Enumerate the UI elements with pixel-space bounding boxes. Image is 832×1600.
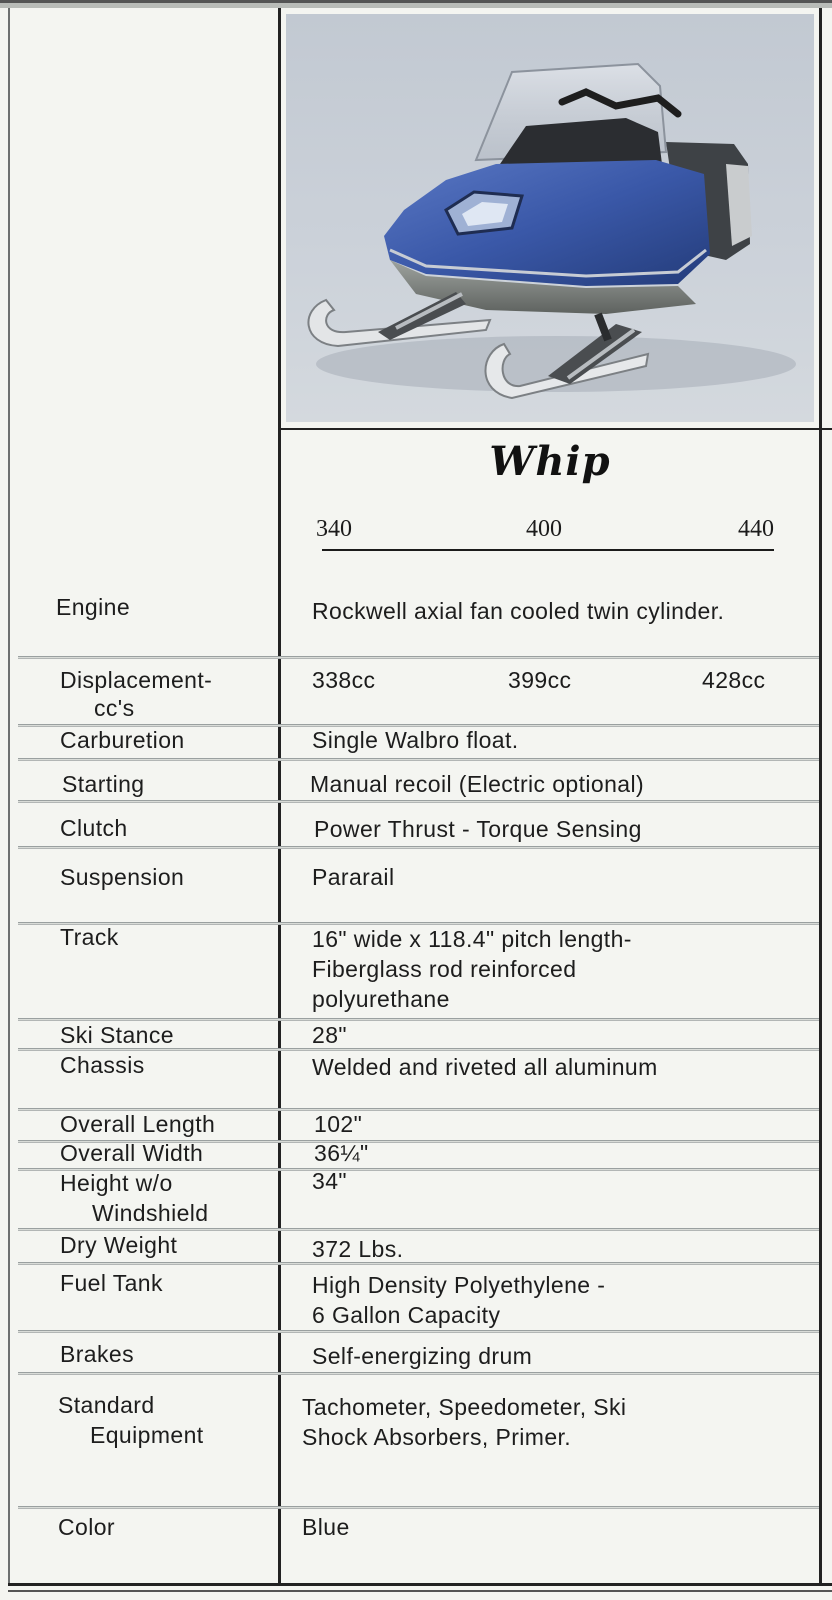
starting-value: Manual recoil (Electric optional) bbox=[310, 771, 645, 797]
fuel-tank-value-line2: 6 Gallon Capacity bbox=[312, 1302, 501, 1328]
model-underline bbox=[322, 549, 774, 551]
standard-equipment-label bbox=[58, 1390, 204, 1450]
model-variant-340: 340 bbox=[316, 516, 352, 542]
displacement-440: 428cc bbox=[702, 667, 766, 693]
bottom-rule-secondary bbox=[8, 1590, 832, 1592]
color-label: Color bbox=[58, 1514, 115, 1540]
brakes-label: Brakes bbox=[60, 1341, 134, 1367]
chassis-value: Welded and riveted all aluminum bbox=[312, 1054, 658, 1080]
row-rule bbox=[18, 1330, 819, 1333]
snowmobile-illustration bbox=[286, 14, 814, 422]
carburetion-value: Single Walbro float. bbox=[312, 727, 519, 753]
clutch-label: Clutch bbox=[60, 815, 128, 841]
dry-weight-value: 372 Lbs. bbox=[312, 1236, 404, 1262]
height-label-line2: Windshield bbox=[92, 1200, 209, 1226]
starting-label: Starting bbox=[62, 771, 145, 797]
displacement-400: 399cc bbox=[508, 667, 572, 693]
engine-label: Engine bbox=[56, 594, 131, 620]
track-label: Track bbox=[60, 924, 119, 950]
overall-length-value: 102" bbox=[314, 1111, 363, 1137]
overall-width-label: Overall Width bbox=[60, 1140, 204, 1166]
standard-equipment-label-line1: Standard bbox=[58, 1392, 155, 1418]
model-variant-400: 400 bbox=[526, 516, 562, 542]
engine-value: Rockwell axial fan cooled twin cylinder. bbox=[312, 598, 725, 624]
brakes-value: Self-energizing drum bbox=[312, 1343, 533, 1369]
displacement-label-line1: Displacement- bbox=[60, 667, 213, 693]
standard-equipment-value-line1: Tachometer, Speedometer, Ski bbox=[302, 1394, 627, 1420]
displacement-340: 338cc bbox=[312, 667, 376, 693]
row-rule bbox=[18, 758, 819, 761]
left-border bbox=[8, 8, 10, 1583]
height-label bbox=[60, 1168, 209, 1228]
standard-equipment-value-line2: Shock Absorbers, Primer. bbox=[302, 1424, 572, 1450]
row-rule bbox=[18, 800, 819, 803]
height-value: 34" bbox=[312, 1168, 347, 1194]
standard-equipment-label-line2: Equipment bbox=[90, 1422, 204, 1448]
displacement-label-line2: cc's bbox=[94, 695, 135, 721]
overall-width-value: 36¼" bbox=[314, 1140, 369, 1166]
height-label-line1: Height w/o bbox=[60, 1170, 173, 1196]
column-divider bbox=[278, 8, 281, 1583]
clutch-value: Power Thrust - Torque Sensing bbox=[314, 816, 642, 842]
overall-length-label: Overall Length bbox=[60, 1111, 216, 1137]
right-border bbox=[819, 8, 822, 1583]
bottom-rule bbox=[8, 1583, 832, 1586]
top-border bbox=[0, 0, 832, 8]
dry-weight-label: Dry Weight bbox=[60, 1232, 178, 1258]
ski-stance-label: Ski Stance bbox=[60, 1022, 174, 1048]
snowmobile-photo bbox=[286, 14, 814, 422]
track-value-line1: 16" wide x 118.4" pitch length- bbox=[312, 926, 632, 952]
track-value-line3: polyurethane bbox=[312, 986, 450, 1012]
photo-bottom-rule bbox=[280, 428, 832, 430]
model-variant-440: 440 bbox=[738, 516, 774, 542]
suspension-value: Pararail bbox=[312, 864, 395, 890]
fuel-tank-label: Fuel Tank bbox=[60, 1270, 163, 1296]
displacement-label bbox=[60, 665, 212, 721]
row-rule bbox=[18, 656, 819, 659]
color-value: Blue bbox=[302, 1514, 350, 1540]
suspension-label: Suspension bbox=[60, 864, 185, 890]
track-value-line2: Fiberglass rod reinforced bbox=[312, 956, 577, 982]
row-rule bbox=[18, 1372, 819, 1375]
fuel-tank-value-line1: High Density Polyethylene - bbox=[312, 1272, 606, 1298]
carburetion-label: Carburetion bbox=[60, 727, 185, 753]
chassis-label: Chassis bbox=[60, 1052, 145, 1078]
model-name: Whip bbox=[489, 438, 611, 485]
row-rule bbox=[18, 846, 819, 849]
ski-stance-value: 28" bbox=[312, 1022, 347, 1048]
row-rule bbox=[18, 1506, 819, 1509]
